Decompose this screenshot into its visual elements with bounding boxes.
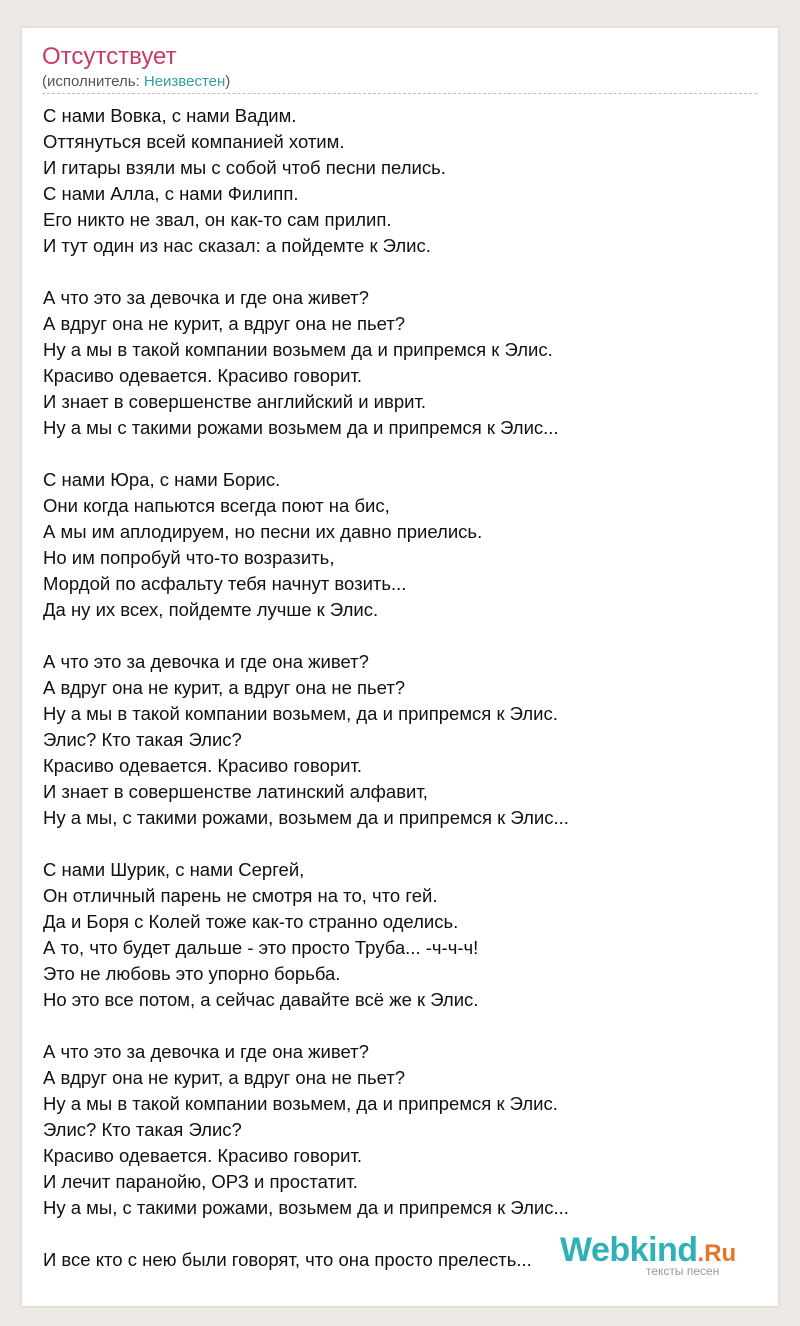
- lyric-line: Красиво одевается. Красиво говорит.: [43, 1145, 363, 1166]
- lyric-line: Ну а мы в такой компании возьмем, да и припремся к Элис.: [43, 703, 558, 724]
- lyric-line: Но им попробуй что-то возразить,: [43, 547, 335, 568]
- lyric-line: А вдруг она не курит, а вдруг она не пьет?: [43, 313, 406, 334]
- lyric-line: А то, что будет дальше - это просто Труба... -ч-ч-ч!: [43, 937, 479, 958]
- lyric-line: Да и Боря с Колей тоже как-то странно оделись.: [43, 911, 459, 932]
- lyric-line: Но это все потом, а сейчас давайте всё же к Элис.: [43, 989, 479, 1010]
- lyric-line: С нами Юра, с нами Борис.: [43, 469, 281, 490]
- artist-suffix: ): [225, 73, 231, 90]
- site-logo[interactable]: [560, 1231, 737, 1278]
- title-divider: [42, 93, 757, 94]
- lyric-line: Это не любовь это упорно борьба.: [43, 963, 341, 984]
- lyric-line: С нами Алла, с нами Филипп.: [43, 183, 299, 204]
- lyric-line: Ну а мы, с такими рожами, возьмем да и припремся к Элис...: [43, 807, 569, 828]
- lyric-line: И все кто с нею были говорят, что она просто прелесть...: [43, 1249, 532, 1270]
- lyric-line: А вдруг она не курит, а вдруг она не пьет?: [43, 1067, 406, 1088]
- artist-link[interactable]: Неизвестен: [143, 73, 226, 90]
- lyric-line: А что это за девочка и где она живет?: [43, 1041, 369, 1062]
- song-title: Отсутствует: [42, 43, 177, 70]
- lyric-line: И тут один из нас сказал: а пойдемте к Элис.: [43, 235, 431, 256]
- lyrics-text: [43, 103, 758, 1299]
- artist-line: [42, 72, 230, 92]
- lyrics-stanza: [43, 1039, 758, 1221]
- lyric-line: Он отличный парень не смотря на то, что гей.: [43, 885, 438, 906]
- lyric-line: Красиво одевается. Красиво говорит.: [43, 755, 363, 776]
- lyric-line: Элис? Кто такая Элис?: [43, 729, 242, 750]
- artist-prefix: (исполнитель:: [42, 73, 144, 90]
- lyric-line: Ну а мы, с такими рожами, возьмем да и припремся к Элис...: [43, 1197, 569, 1218]
- lyrics-stanza: [43, 467, 758, 623]
- lyric-line: Элис? Кто такая Элис?: [43, 1119, 242, 1140]
- lyrics-stanza: [43, 285, 758, 441]
- lyric-line: Оттянуться всей компанией хотим.: [43, 131, 345, 152]
- lyric-line: А что это за девочка и где она живет?: [43, 287, 369, 308]
- lyric-line: С нами Вовка, с нами Вадим.: [43, 105, 297, 126]
- lyric-line: Они когда напьются всегда поют на бис,: [43, 495, 390, 516]
- lyric-line: Ну а мы в такой компании возьмем, да и припремся к Элис.: [43, 1093, 558, 1114]
- lyric-line: С нами Шурик, с нами Сергей,: [43, 859, 305, 880]
- lyric-line: Красиво одевается. Красиво говорит.: [43, 365, 363, 386]
- lyric-line: Да ну их всех, пойдемте лучше к Элис.: [43, 599, 379, 620]
- logo-tld: .Ru: [697, 1240, 737, 1267]
- lyrics-stanza: [43, 649, 758, 831]
- lyric-line: А вдруг она не курит, а вдруг она не пьет?: [43, 677, 406, 698]
- logo-tagline: тексты песен: [646, 1264, 720, 1278]
- lyric-line: Мордой по асфальту тебя начнут возить...: [43, 573, 407, 594]
- lyric-line: И лечит паранойю, ОРЗ и простатит.: [43, 1171, 358, 1192]
- lyric-line: И знает в совершенстве английский и иврит.: [43, 391, 427, 412]
- logo-wordmark: Webkind: [560, 1231, 698, 1269]
- lyric-line: И гитары взяли мы с собой чтоб песни пелись.: [43, 157, 446, 178]
- lyrics-stanza: [43, 103, 758, 259]
- lyric-line: Его никто не звал, он как-то сам прилип.: [43, 209, 392, 230]
- lyrics-card: [22, 28, 778, 1306]
- lyrics-stanza: [43, 857, 758, 1013]
- lyric-line: Ну а мы в такой компании возьмем да и припремся к Элис.: [43, 339, 553, 360]
- lyric-line: А что это за девочка и где она живет?: [43, 651, 369, 672]
- lyric-line: Ну а мы с такими рожами возьмем да и припремся к Элис...: [43, 417, 559, 438]
- lyric-line: А мы им аплодируем, но песни их давно приелись.: [43, 521, 483, 542]
- lyric-line: И знает в совершенстве латинский алфавит,: [43, 781, 428, 802]
